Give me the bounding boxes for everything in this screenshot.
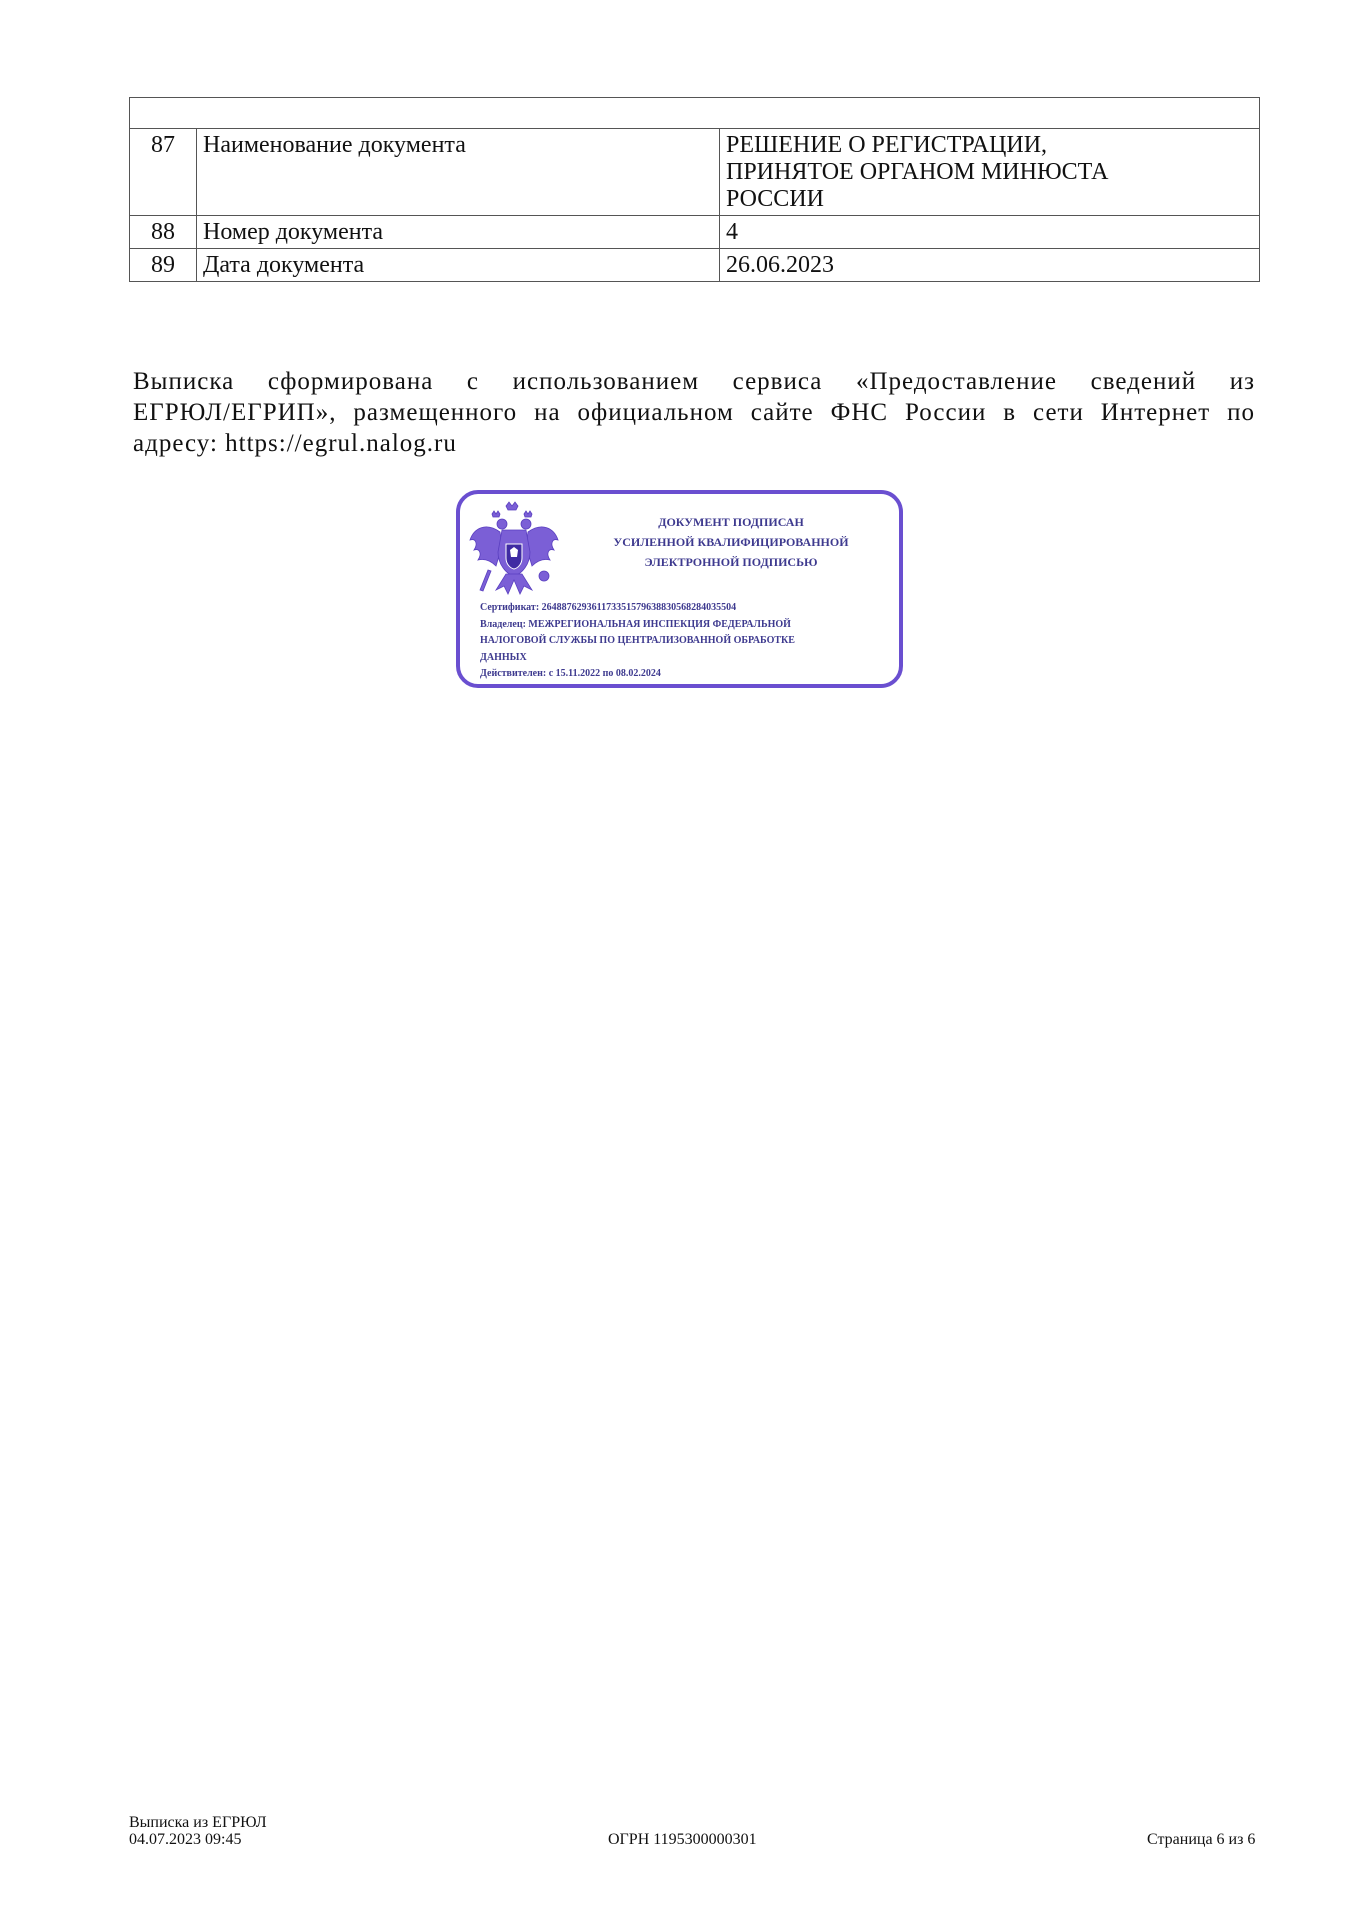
footer-datetime: 04.07.2023 09:45 — [129, 1831, 242, 1848]
footer-ogrn: ОГРН 1195300000301 — [608, 1831, 757, 1848]
electronic-signature-stamp — [456, 490, 903, 688]
footer-left — [129, 1814, 267, 1848]
row-number: 87 — [130, 129, 197, 216]
coat-of-arms-icon — [466, 500, 562, 600]
field-value — [720, 129, 1260, 216]
field-value-line: РЕШЕНИЕ О РЕГИСТРАЦИИ, — [726, 132, 1048, 158]
footer-page-number: Страница 6 из 6 — [1147, 1831, 1256, 1848]
records-table — [129, 97, 1260, 282]
field-value: 4 — [720, 216, 1260, 249]
note-line: ЕГРЮЛ/ЕГРИП», размещенного на официальном сайте ФНС России в сети Интернет по — [133, 399, 1255, 426]
table-row — [130, 129, 1260, 216]
stamp-title-line: ДОКУМЕНТ ПОДПИСАН — [658, 515, 804, 529]
stamp-validity: Действителен: с 15.11.2022 по 08.02.2024 — [480, 668, 661, 679]
stamp-owner-line: Владелец: МЕЖРЕГИОНАЛЬНАЯ ИНСПЕКЦИЯ ФЕДЕРАЛЬНОЙ — [480, 618, 791, 630]
field-name: Номер документа — [197, 216, 720, 249]
stamp-title-line: ЭЛЕКТРОННОЙ ПОДПИСЬЮ — [644, 555, 818, 569]
table-row — [130, 249, 1260, 282]
extract-note — [133, 366, 1255, 459]
stamp-owner-line: ДАННЫХ — [480, 651, 527, 663]
field-name: Наименование документа — [197, 129, 720, 216]
field-name: Дата документа — [197, 249, 720, 282]
stamp-details — [480, 600, 892, 683]
footer-doc-title: Выписка из ЕГРЮЛ — [129, 1814, 267, 1831]
field-value: 26.06.2023 — [720, 249, 1260, 282]
row-number: 89 — [130, 249, 197, 282]
stamp-certificate: Сертификат: 264887629361173351579638830568284035504 — [480, 602, 737, 613]
note-line: Выписка сформирована с использованием сервиса «Предоставление сведений из — [133, 368, 1255, 395]
table-row-empty — [130, 98, 1260, 129]
field-value-line: ПРИНЯТОЕ ОРГАНОМ МИНЮСТА — [726, 159, 1109, 185]
note-line: адресу: https://egrul.nalog.ru — [133, 430, 457, 457]
row-number: 88 — [130, 216, 197, 249]
empty-cell — [130, 98, 1260, 129]
field-value-line: РОССИИ — [726, 186, 824, 212]
stamp-owner-line: НАЛОГОВОЙ СЛУЖБЫ ПО ЦЕНТРАЛИЗОВАННОЙ ОБРАБОТКЕ — [480, 635, 795, 646]
table-row — [130, 216, 1260, 249]
stamp-title — [568, 512, 894, 572]
stamp-title-line: УСИЛЕННОЙ КВАЛИФИЦИРОВАННОЙ — [613, 535, 849, 549]
